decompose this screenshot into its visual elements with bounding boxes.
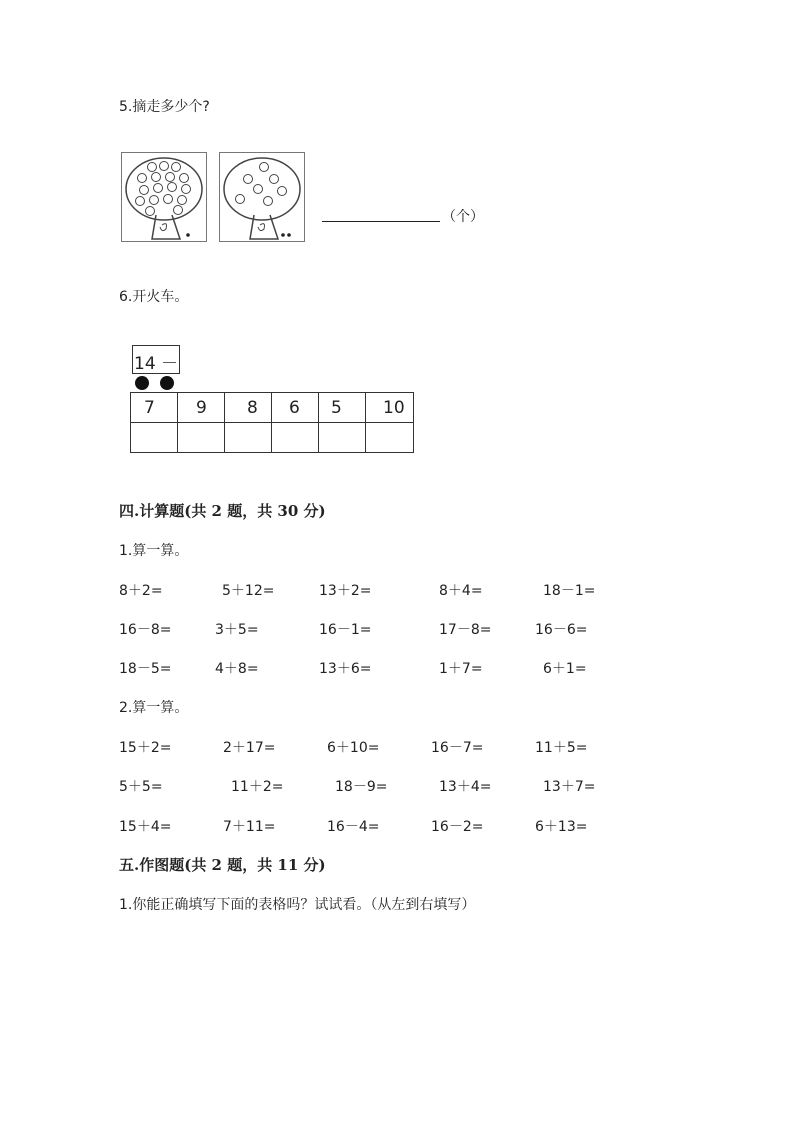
- train-wheel-left: [135, 376, 149, 390]
- apple-tree-partial-icon: [220, 153, 304, 241]
- equation: 16－4=: [327, 819, 380, 835]
- answer-cell-6[interactable]: [365, 422, 414, 453]
- equation: 5＋12=: [222, 583, 275, 599]
- equation: 13＋7=: [543, 779, 596, 795]
- equation: 17－8=: [439, 622, 492, 638]
- part-1-title: 1.算一算。: [119, 543, 189, 559]
- equation: 3＋5=: [215, 622, 259, 638]
- apple-tree-picture-after: [219, 152, 305, 242]
- equation: 6＋1=: [543, 661, 587, 677]
- car-number: 8: [247, 398, 258, 418]
- car-number: 9: [196, 398, 207, 418]
- equation: 13＋2=: [319, 583, 372, 599]
- car-number: 5: [331, 398, 342, 418]
- equation: 18－5=: [119, 661, 172, 677]
- engine-label: 14 －: [134, 354, 179, 374]
- answer-cell-5[interactable]: [318, 422, 366, 453]
- section-4-heading: 四.计算题(共 2 题，共 30 分): [119, 502, 326, 520]
- answer-cell-1[interactable]: [130, 422, 178, 453]
- equation: 4＋8=: [215, 661, 259, 677]
- equation: 11＋2=: [231, 779, 284, 795]
- apple-tree-picture-before: [121, 152, 207, 242]
- train-wheel-right: [160, 376, 174, 390]
- equation: 16－1=: [319, 622, 372, 638]
- train-car-4: [271, 392, 319, 423]
- section-5-heading: 五.作图题(共 2 题，共 11 分): [119, 856, 326, 874]
- car-number: 10: [383, 398, 405, 418]
- section-5-question-1: 1.你能正确填写下面的表格吗？试试看。（从左到右填写）: [119, 897, 476, 913]
- train-car-1: [130, 392, 178, 423]
- equation: 5＋5=: [119, 779, 163, 795]
- equation: 8＋4=: [439, 583, 483, 599]
- equation: 11＋5=: [535, 740, 588, 756]
- equation: 16－2=: [431, 819, 484, 835]
- unit-label: （个）: [442, 209, 484, 225]
- equation: 18－9=: [335, 779, 388, 795]
- equation: 8＋2=: [119, 583, 163, 599]
- train-car-5: [318, 392, 366, 423]
- equation: 7＋11=: [223, 819, 276, 835]
- apple-tree-full-icon: [122, 153, 206, 241]
- train-car-2: [177, 392, 225, 423]
- question-5-title: 5.摘走多少个?: [119, 99, 210, 115]
- car-number: 7: [144, 398, 155, 418]
- equation: 16－7=: [431, 740, 484, 756]
- answer-cell-2[interactable]: [177, 422, 225, 453]
- equation: 16－6=: [535, 622, 588, 638]
- equation: 18－1=: [543, 583, 596, 599]
- car-number: 6: [289, 398, 300, 418]
- equation: 16－8=: [119, 622, 172, 638]
- equation: 15＋4=: [119, 819, 172, 835]
- answer-cell-3[interactable]: [224, 422, 272, 453]
- question-6-title: 6.开火车。: [119, 289, 189, 305]
- train-car-3: [224, 392, 272, 423]
- equation: 1＋7=: [439, 661, 483, 677]
- equation: 6＋13=: [535, 819, 588, 835]
- answer-blank-line[interactable]: [322, 221, 440, 222]
- train-engine: [132, 345, 180, 374]
- train-car-6: [365, 392, 414, 423]
- equation: 2＋17=: [223, 740, 276, 756]
- answer-cell-4[interactable]: [271, 422, 319, 453]
- equation: 15＋2=: [119, 740, 172, 756]
- equation: 13＋6=: [319, 661, 372, 677]
- equation: 6＋10=: [327, 740, 380, 756]
- part-2-title: 2.算一算。: [119, 700, 189, 716]
- equation: 13＋4=: [439, 779, 492, 795]
